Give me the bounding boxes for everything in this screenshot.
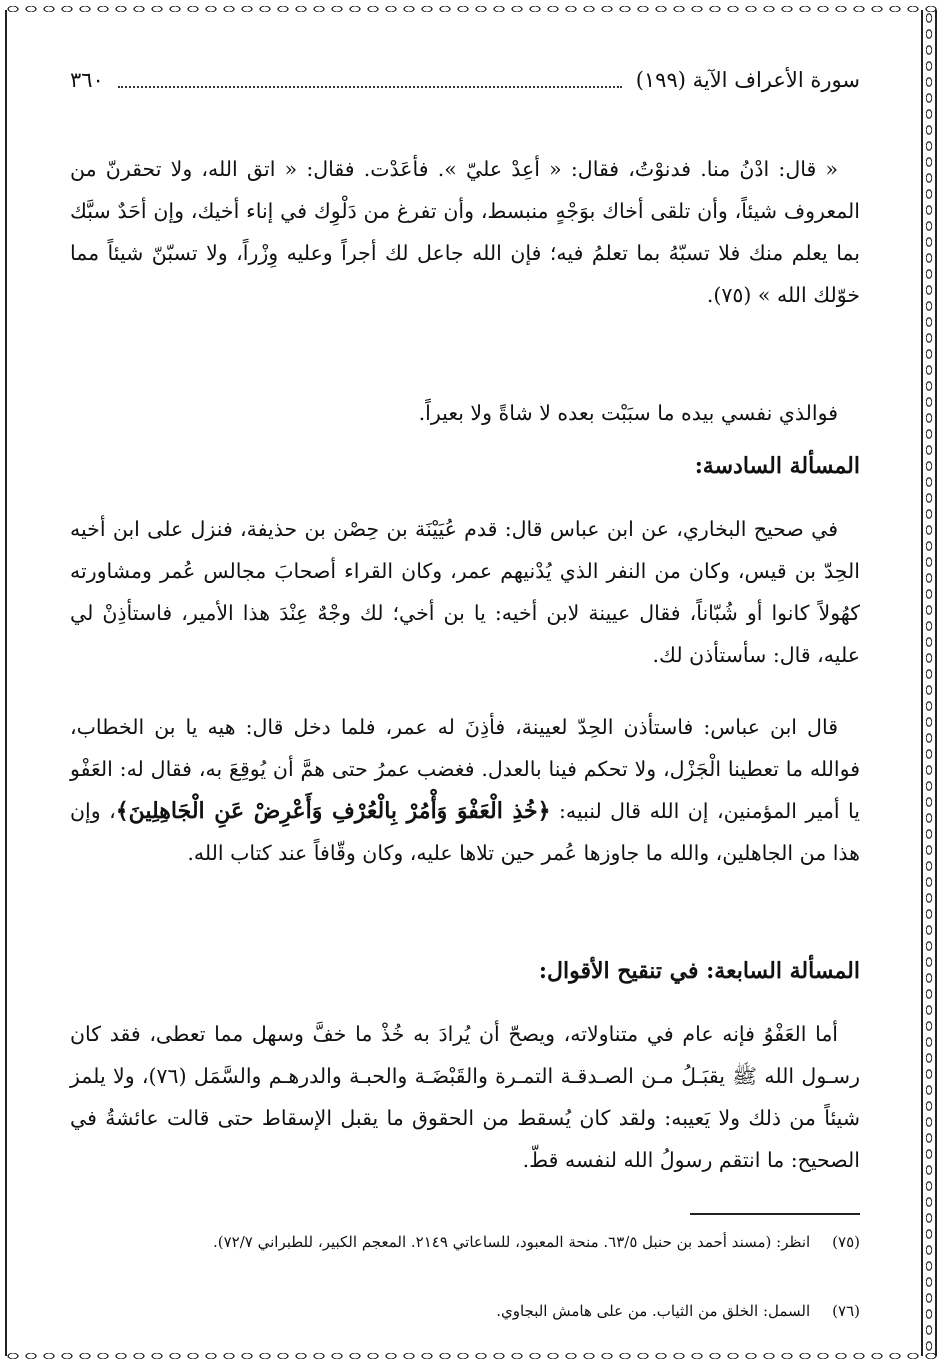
page-border-bottom bbox=[4, 1349, 941, 1363]
ibn-abbas-text-b: ، وإن هذا من الجاهلين، والله ما جاوزها عُمر حين تلاها عليه، وكان وقّافاً عند كتاب الله. bbox=[70, 799, 860, 865]
book-page bbox=[70, 60, 860, 1320]
footnote-number: (٧٦) bbox=[832, 1302, 860, 1320]
running-header bbox=[70, 60, 860, 100]
page-border-left bbox=[2, 10, 7, 1356]
header-dots bbox=[118, 72, 622, 88]
ibn-abbas-text-a: قال ابن عباس: فاستأذن الحِدّ لعيينة، فأذِنَ له عمر، فلما دخل قال: هيه يا بن الخطاب، فوالله ما تعطينا الْجَزْل، ولا تحكم فينا بالعدل. فغضب عمرُ حتى همَّ أن يُوقِعَ به، فقال له: العَفْو يا أمير المؤمنين، إن الله قال لنبيه: bbox=[70, 715, 860, 823]
paragraph-bukhari: في صحيح البخاري، عن ابن عباس قال: قدم عُيَيْنَة بن حِصْن بن حذيفة، فنزل على ابن أخيه الحِدّ بن قيس، وكان من النفر الذي يُدْنيهم عمر، وكان القراء أصحابَ مجالس عُمر ومشاورته كهُولاً كانوا أو شُبّاناً، فقال عيينة لابن أخيه: يا بن أخي؛ لك وجْهٌ عِنْدَ هذا الأمير، فاستأذِنْ لي عليه، قال: سأستأذن لك. bbox=[70, 517, 860, 667]
footnote-text: السمل: الخلق من الثياب. من على هامش البجاوي. bbox=[496, 1302, 811, 1320]
footnote-number: (٧٥) bbox=[832, 1233, 860, 1251]
footnote-76 bbox=[70, 1294, 860, 1328]
footnote-text: انظر: (مسند أحمد بن حنبل ٦٣/٥. منحة المعبود، للساعاتي ٢١٤٩. المعجم الكبير، للطبراني ٧٢/٧). bbox=[212, 1233, 811, 1251]
footnote-separator bbox=[690, 1213, 860, 1215]
footnote-75 bbox=[70, 1225, 860, 1259]
page-border-top bbox=[4, 2, 941, 16]
paragraph-afw: أما العَفْوُ فإنه عام في متناولاته، ويصحّ أن يُرادَ به خُذْ ما خفَّ وسهل مما تعطى، فقد كان رسـول الله ﷺ يقبَـلُ مـن الصـدقـة التمـرة والقَبْضَـة والحبـة والدرهـم والسَّمَل (٧٦)، ولا يلمز شيئاً من ذلك ولا يَعيبه: ولقد كان يُسقط من الحقوق ما يقبل الإسقاط حتى قالت عائشةُ في الصحيح: ما انتقم رسولُ الله لنفسه قطّ. bbox=[70, 1022, 860, 1172]
section-heading-seven: المسألة السابعة: في تنقيح الأقوال: bbox=[538, 958, 860, 984]
page-number: ٣٦٠ bbox=[70, 68, 104, 92]
paragraph-ibn-abbas bbox=[70, 706, 860, 874]
section-heading-six: المسألة السادسة: bbox=[694, 453, 860, 479]
header-title: سورة الأعراف الآية (١٩٩) bbox=[635, 68, 860, 92]
page-border-right bbox=[921, 10, 937, 1356]
quran-verse: ﴿خُذِ الْعَفْوَ وَأْمُرْ بِالْعُرْفِ وَأَعْرِضْ عَنِ الْجَاهِلِينَ﴾ bbox=[115, 798, 551, 824]
paragraph-oath: فوالذي نفسي بيده ما سبَبْت بعده لا شاةً ولا بعيراً. bbox=[418, 401, 838, 425]
paragraph-hadith: « قال: ادْنُ منا. فدنوْتُ، فقال: « أعِدْ عليّ ». فأعَدْت. فقال: « اتق الله، ولا تحقرنّ من المعروف شيئاً، وأن تلقى أخاك بوَجْهٍ منبسط، وأن تفرغ من دَلْوِك في إناء أخيك، وإن أحَدٌ سبَّك بما يعلم منك فلا تسبّهُ بما تعلمُ فيه؛ فإن الله جاعل لك أجراً وعليه وِزْراً، ولا تسبّنّ شيئاً مما خوّلك الله » (٧٥). bbox=[70, 157, 860, 307]
